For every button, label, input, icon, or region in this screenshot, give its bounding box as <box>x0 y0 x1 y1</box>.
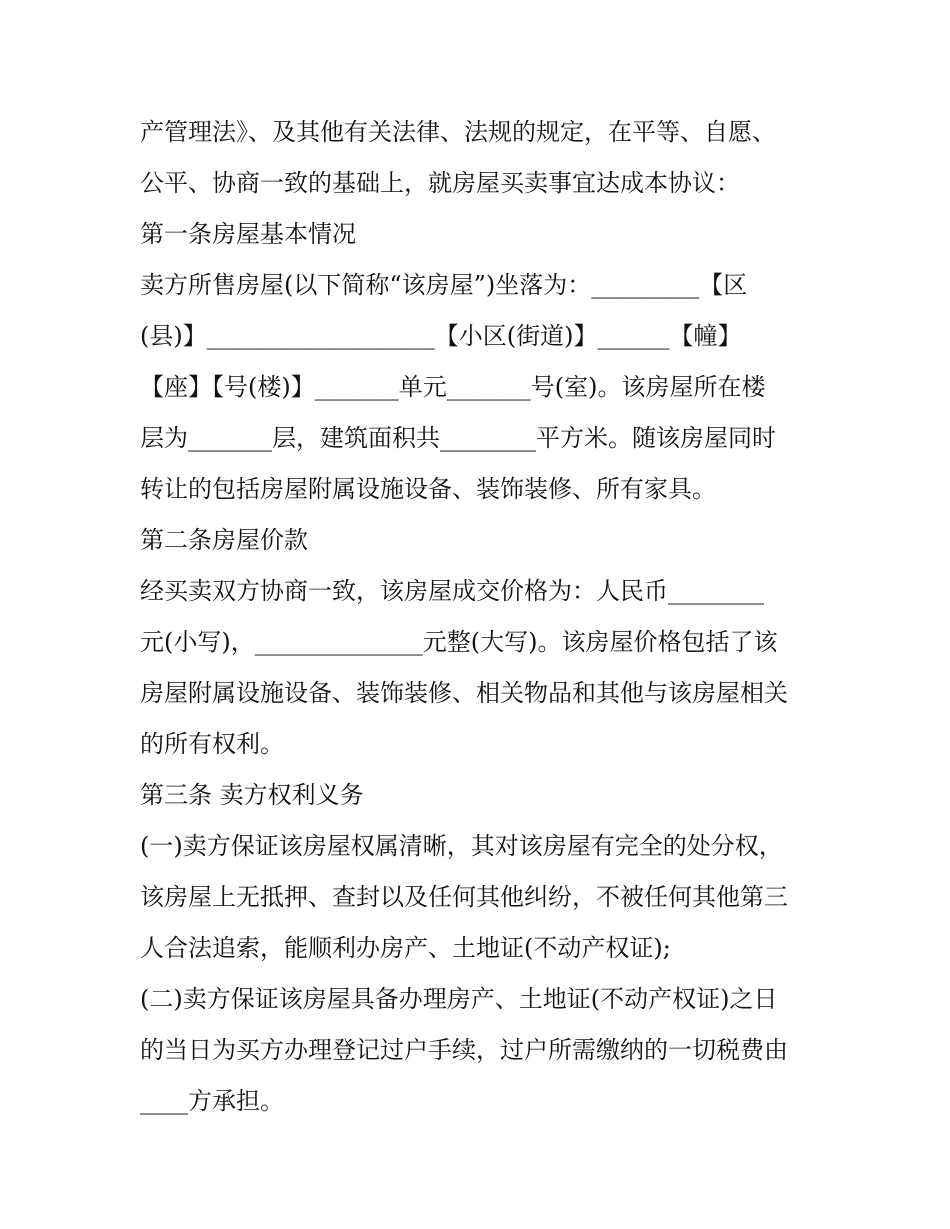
contract-text <box>140 107 820 1127</box>
section-heading-3: 第三条 卖方权利义务 <box>140 781 364 809</box>
text-line: 的所有权利。 <box>140 730 284 758</box>
text-line: 经买卖双方协商一致，该房屋成交价格为：人民币________ <box>140 577 764 605</box>
text-line: 转让的包括房屋附属设施设备、装饰装修、所有家具。 <box>140 475 716 503</box>
text-line: 【座】【号(楼)】_______单元_______号(室)。该房屋所在楼 <box>140 373 766 401</box>
text-line: 的当日为买方办理登记过户手续，过户所需缴纳的一切税费由 <box>140 1036 788 1064</box>
text-line: (一)卖方保证该房屋权属清晰，其对该房屋有完全的处分权， <box>140 832 783 860</box>
section-heading-2: 第二条房屋价款 <box>140 526 308 554</box>
text-line: ____方承担。 <box>140 1087 284 1115</box>
text-line: 产管理法》、及其他有关法律、法规的规定，在平等、自愿、 <box>140 118 776 146</box>
text-line: 卖方所售房屋(以下简称“该房屋”)坐落为：_________【区 <box>140 271 748 299</box>
text-line: 房屋附属设施设备、装饰装修、相关物品和其他与该房屋相关 <box>140 679 788 707</box>
text-line: (县)】___________________【小区(街道)】______【幢】 <box>140 322 742 350</box>
text-line: 该房屋上无抵押、查封以及任何其他纠纷，不被任何其他第三 <box>140 883 788 911</box>
text-line: (二)卖方保证该房屋具备办理房产、土地证(不动产权证)之日 <box>140 985 778 1013</box>
text-line: 公平、协商一致的基础上，就房屋买卖事宜达成本协议： <box>140 169 740 197</box>
text-line: 层为_______层，建筑面积共________平方米。随该房屋同时 <box>140 424 776 452</box>
text-line: 元(小写)，______________元整(大写)。该房屋价格包括了该 <box>140 628 778 656</box>
text-line: 人合法追索，能顺利办房产、土地证(不动产权证); <box>140 934 671 962</box>
section-heading-1: 第一条房屋基本情况 <box>140 220 356 248</box>
